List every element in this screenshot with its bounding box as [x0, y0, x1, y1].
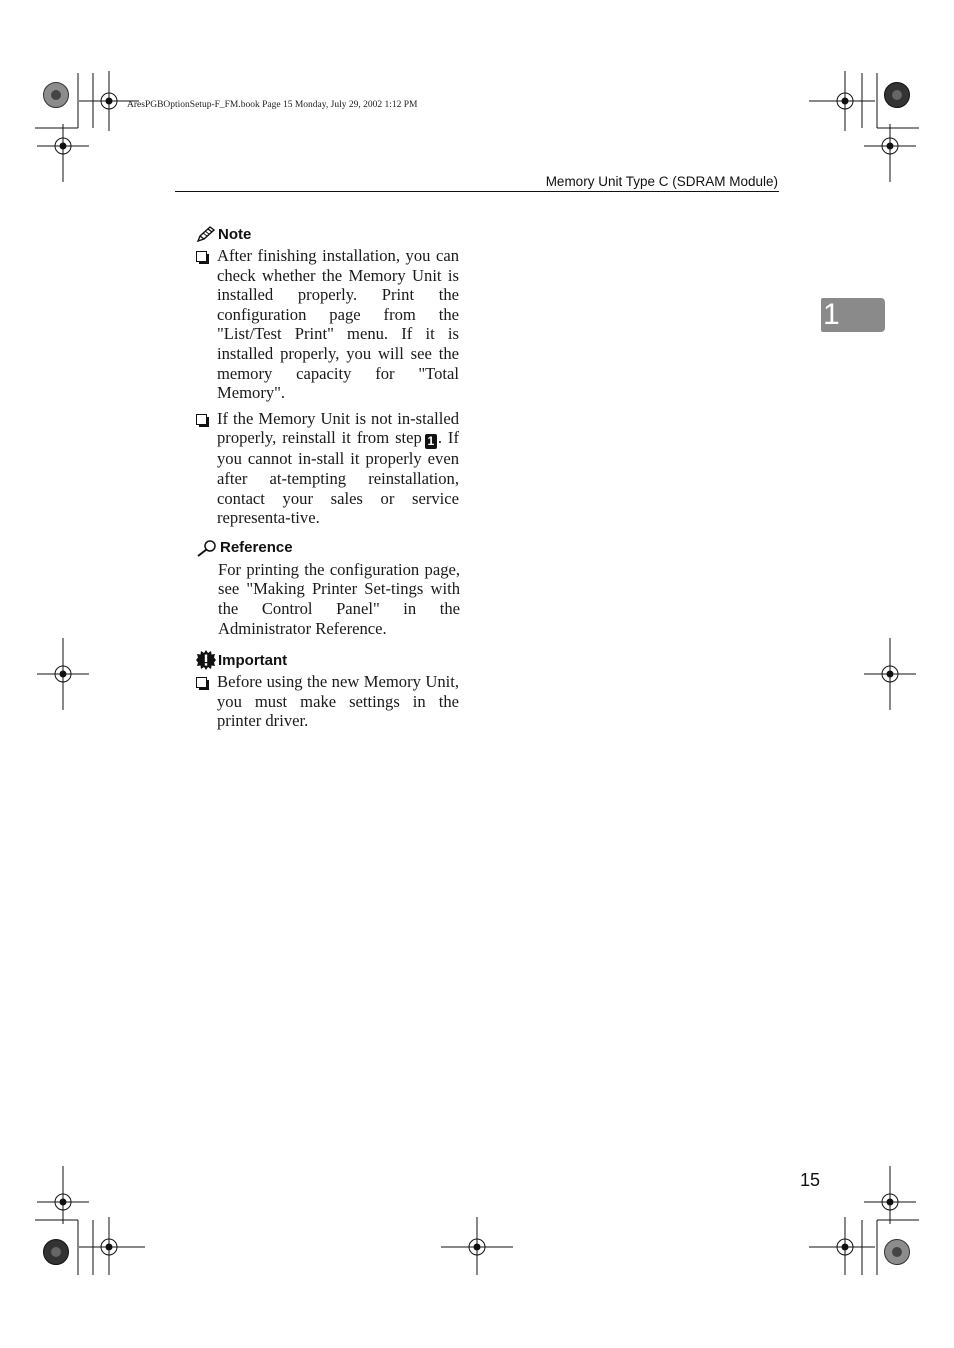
note-item-text	[217, 409, 459, 528]
reference-heading	[196, 536, 460, 560]
note-item-text: After finishing installation, you can check whether the Memory Unit is installed properly. Print the configuration page from the "List/Test Print" menu. If it is installed properly, you will see the memory capacity for "Total Memory".	[217, 246, 459, 403]
color-wheel-icon	[44, 83, 910, 1265]
important-heading	[196, 648, 460, 672]
note-item	[196, 409, 460, 528]
running-head: Memory Unit Type C (SDRAM Module)	[545, 174, 778, 189]
page-number: 15	[800, 1170, 821, 1190]
registration-mark-icon	[37, 71, 916, 1275]
reference-text: For printing the configuration page, see "Making Printer Set-tings with the Control Panel" in the Administrator Reference.	[218, 559, 460, 638]
header-rule	[175, 191, 779, 192]
chapter-tab: 1	[821, 298, 885, 332]
important-item	[196, 672, 460, 731]
important-item-text: Before using the new Memory Unit, you must make settings in the printer driver.	[217, 672, 459, 731]
checkbox-bullet-icon	[196, 251, 207, 262]
important-heading-label: Important	[218, 651, 288, 669]
burst-icon	[196, 650, 216, 670]
pencil-icon	[196, 225, 216, 243]
note-heading	[196, 222, 460, 246]
note-item	[196, 246, 460, 403]
checkbox-bullet-icon	[196, 414, 207, 425]
page-content	[196, 222, 460, 731]
note-heading-label: Note	[218, 225, 252, 243]
note-item-text-after: . If you cannot in-stall it properly even after at-tempting reinstallation, contact your sales or service representa-tive.	[217, 428, 459, 528]
reference-heading-label: Reference	[220, 539, 293, 557]
magnifier-icon	[196, 539, 218, 557]
print-info: AresPGBOptionSetup-F_FM.book Page 15 Monday, July 29, 2002 1:12 PM	[127, 100, 418, 110]
step-number-badge: 1	[425, 434, 437, 449]
note-item-text-before: If the Memory Unit is not in-stalled properly, reinstall it from step	[217, 408, 459, 448]
checkbox-bullet-icon	[196, 677, 207, 688]
